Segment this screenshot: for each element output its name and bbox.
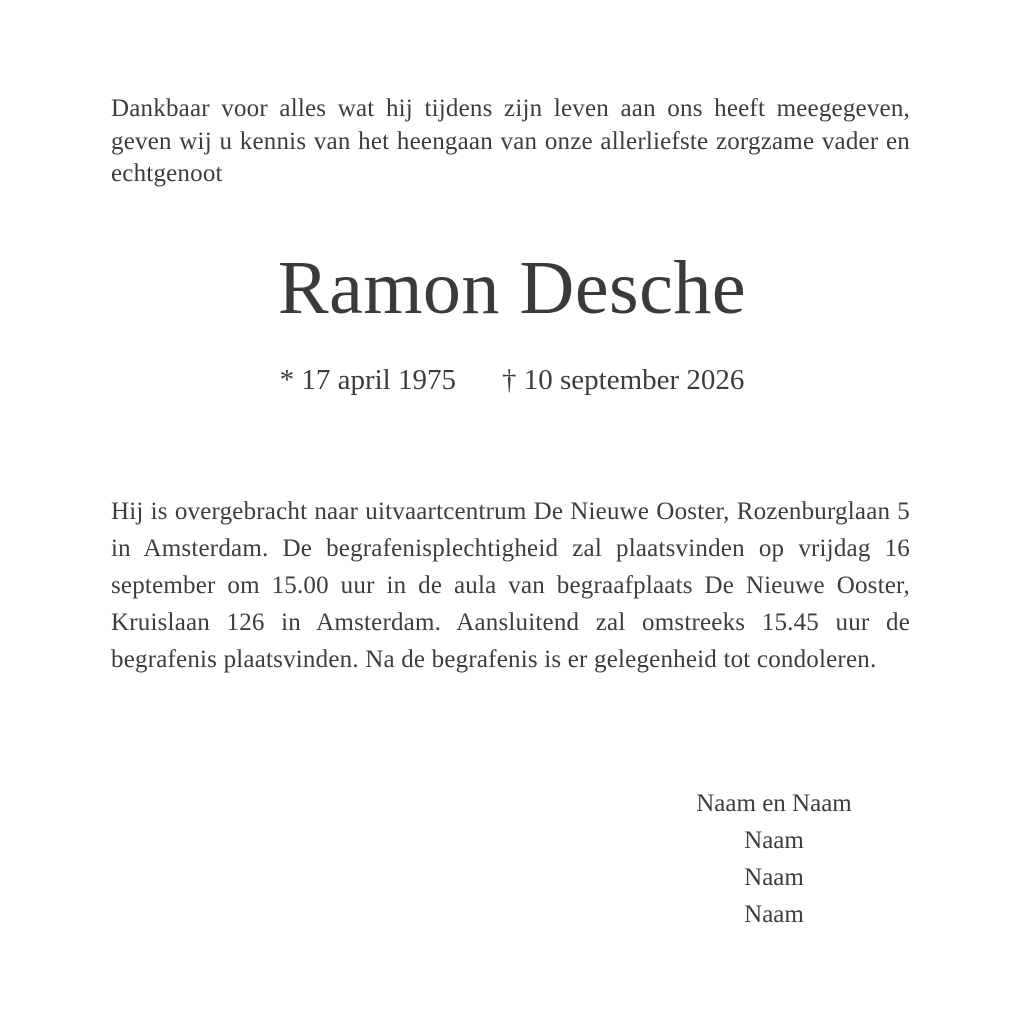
signature-line: Naam [744,827,804,854]
signature-line: Naam en Naam [696,790,852,817]
signature-line: Naam [744,864,804,891]
funeral-details-paragraph: Hij is overgebracht naar uitvaartcentrum De Nieuwe Ooster, Rozenburglaan 5 in Amsterdam. De begrafenisplechtigheid zal plaatsvinden op vrijdag 16 september om 15.00 uur in de aula van begraafplaats De Nieuwe Ooster, Kruislaan 126 in Amsterdam. Aansluitend zal omstreeks 15.45 uur de begrafenis plaatsvinden. Na de begrafenis is er gelegenheid tot condoleren. [111,498,910,673]
signature-line: Naam [744,901,804,928]
intro-paragraph: Dankbaar voor alles wat hij tijdens zijn leven aan ons heeft meegegeven, geven wij u kennis van het heengaan van onze allerliefste zorgzame vader en echtgenoot [111,95,910,187]
life-dates [0,361,1024,399]
death-date: † 10 september 2026 [501,364,745,396]
birth-date: * 17 april 1975 [279,364,456,396]
signatures-block [664,785,884,933]
deceased-name: Ramon Desche [277,246,747,330]
